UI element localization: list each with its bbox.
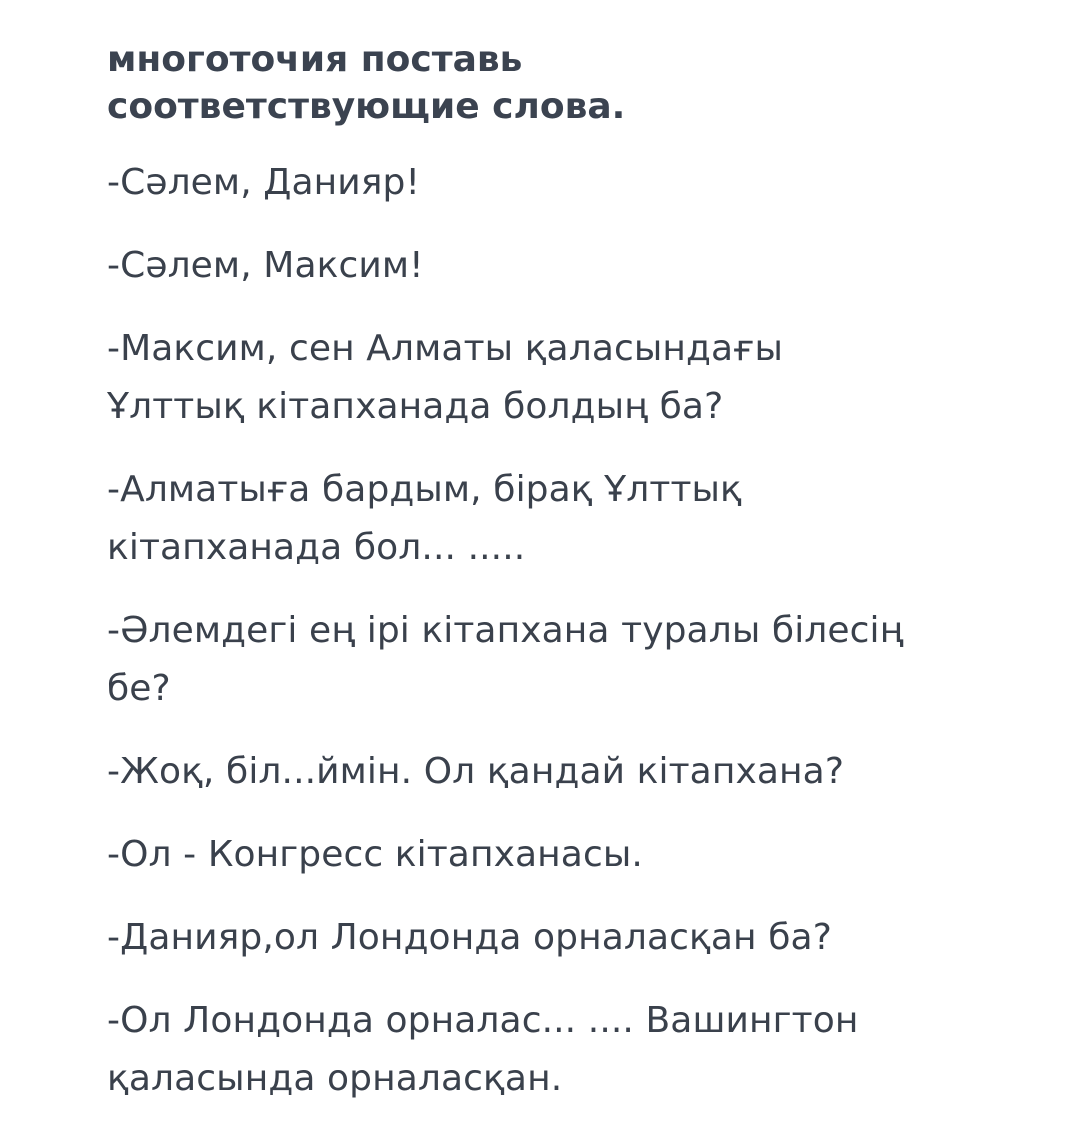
dialogue-line: -Максим, сен Алматы қаласындағы Ұлттық кітапханада болдың ба? xyxy=(107,328,784,427)
instruction-line-2: соответствующие слова. xyxy=(107,86,626,127)
dialogue-line: -Жоқ, біл...ймін. Ол қандай кітапхана? xyxy=(107,751,845,792)
dialogue-line: -Әлемдегі ең ірі кітапхана туралы білесің бе? xyxy=(107,610,904,709)
instruction-heading xyxy=(107,0,1007,130)
instruction-line-1: многоточия поставь xyxy=(107,39,523,80)
dialogue-line: -Ол - Конгресс кітапханасы. xyxy=(107,834,643,875)
dialogue-line: -Ол Лондонда орналас... .... Вашингтон қаласында орналасқан. xyxy=(107,1000,859,1099)
dialogue-line: -Алматыға бардым, бірақ Ұлттық кітапханада бол... ..... xyxy=(107,469,742,568)
dialogue-line: -Сәлем, Данияр! xyxy=(107,162,421,203)
dialogue-line: -Данияр,ол Лондонда орналасқан ба? xyxy=(107,917,832,958)
dialogue-list xyxy=(107,154,1007,1108)
dialogue-line: -Сәлем, Максим! xyxy=(107,245,424,286)
document-content xyxy=(107,0,1007,1133)
